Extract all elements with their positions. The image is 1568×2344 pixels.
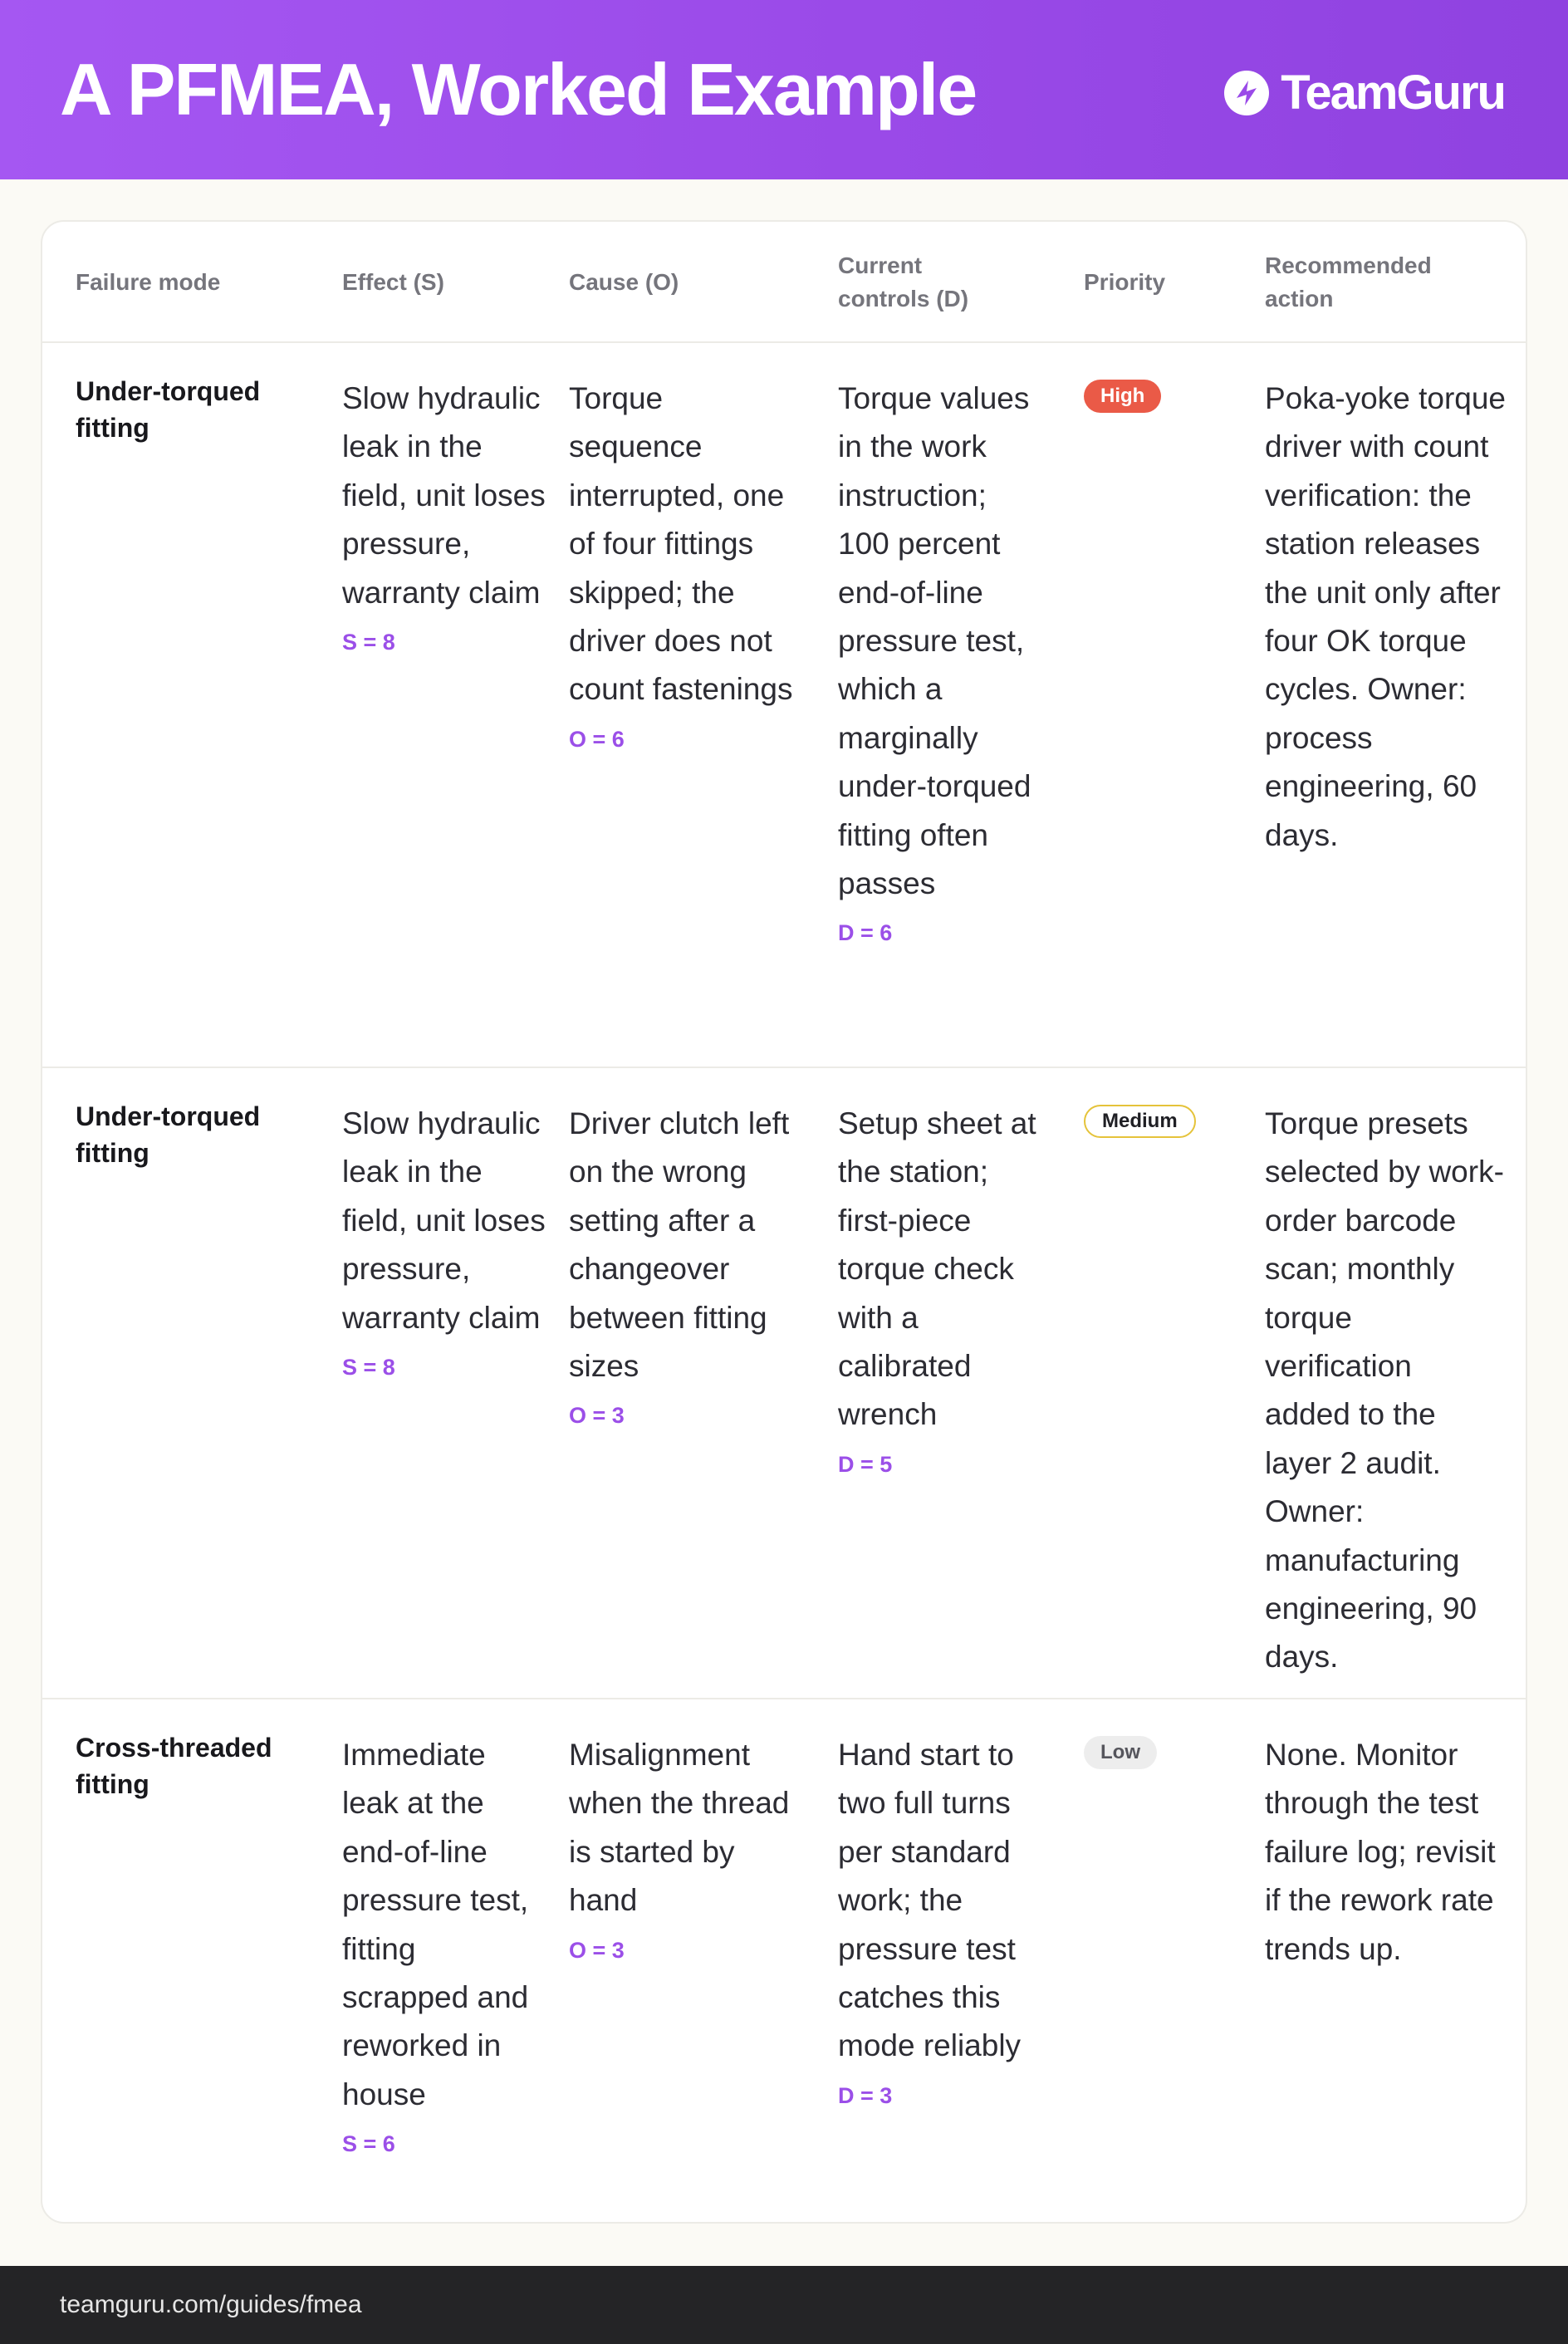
priority-badge: Low (1084, 1736, 1157, 1769)
occurrence-score: O = 3 (569, 1937, 625, 1963)
controls-cell (838, 375, 1046, 953)
recommended-action: Torque presets selected by work-order barcode scan; monthly torque verification added to the layer 2 audit. Owner: manufacturing engineering, 90 days. (1265, 1106, 1504, 1675)
footer-link[interactable]: teamguru.com/guides/fmea (60, 2291, 362, 2318)
column-header-action: Recommended action (1265, 253, 1432, 311)
effect-text: Immediate leak at the end-of-line pressure test, fitting scrapped and reworked in house (342, 1738, 529, 2111)
effect-text: Slow hydraulic leak in the field, unit loses pressure, warranty claim (342, 1106, 546, 1335)
priority-cell (1084, 1100, 1233, 1138)
detection-score: D = 3 (838, 2082, 893, 2108)
column-header-cause: Cause (O) (569, 269, 679, 295)
table-row (42, 343, 1526, 1068)
occurrence-score: O = 6 (569, 726, 625, 752)
effect-text: Slow hydraulic leak in the field, unit loses pressure, warranty claim (342, 381, 546, 610)
brand-logo[interactable] (1223, 63, 1505, 123)
pfmea-table (41, 220, 1527, 2224)
controls-text: Hand start to two full turns per standard work; the pressure test catches this mode reliably (838, 1738, 1022, 2063)
effect-cell (342, 375, 550, 662)
priority-badge: High (1084, 380, 1161, 413)
controls-text: Torque values in the work instruction; 100 percent end-of-line pressure test, which a marginally under-torqued fitting often passes (838, 381, 1031, 901)
cause-text: Misalignment when the thread is started by hand (569, 1738, 790, 1918)
recommended-action: Poka-yoke torque driver with count verification: the station releases the unit only after four OK torque cycles. Owner: process engineering, 60 days. (1265, 381, 1507, 852)
page-title: A PFMEA, Worked Example (60, 48, 977, 130)
page-footer (0, 2266, 1568, 2344)
priority-badge: Medium (1084, 1105, 1196, 1138)
table-header (42, 222, 1526, 343)
teamguru-logo-icon (1223, 69, 1271, 117)
detection-score: D = 5 (838, 1451, 893, 1477)
cause-text: Driver clutch left on the wrong setting after a changeover between fitting sizes (569, 1106, 790, 1384)
column-header-failure-mode: Failure mode (76, 269, 221, 295)
cause-text: Torque sequence interrupted, one of four fittings skipped; the driver does not count fastenings (569, 381, 793, 707)
controls-cell (838, 1100, 1046, 1484)
detection-score: D = 6 (838, 920, 893, 946)
cause-cell (569, 1100, 793, 1435)
column-header-effect: Effect (S) (342, 269, 444, 295)
column-header-controls: Current controls (D) (838, 253, 969, 311)
controls-cell (838, 1731, 1046, 2116)
controls-text: Setup sheet at the station; first-piece torque check with a calibrated wrench (838, 1106, 1036, 1432)
table-row (42, 1068, 1526, 1699)
severity-score: S = 8 (342, 1355, 395, 1380)
severity-score: S = 8 (342, 630, 395, 655)
effect-cell (342, 1100, 550, 1387)
brand-name: TeamGuru (1281, 66, 1505, 120)
cause-cell (569, 1731, 793, 1970)
failure-mode: Cross-threaded fitting (76, 1733, 272, 1799)
occurrence-score: O = 3 (569, 1403, 625, 1429)
page-header (0, 0, 1568, 179)
cause-cell (569, 375, 793, 759)
table-row (42, 1699, 1526, 2224)
priority-cell (1084, 375, 1233, 413)
failure-mode: Under-torqued fitting (76, 1101, 261, 1168)
failure-mode: Under-torqued fitting (76, 376, 261, 443)
recommended-action: None. Monitor through the test failure log; revisit if the rework rate trends up. (1265, 1738, 1496, 1966)
severity-score: S = 6 (342, 2131, 395, 2157)
effect-cell (342, 1731, 550, 2164)
priority-cell (1084, 1731, 1233, 1769)
column-header-priority: Priority (1084, 269, 1166, 295)
